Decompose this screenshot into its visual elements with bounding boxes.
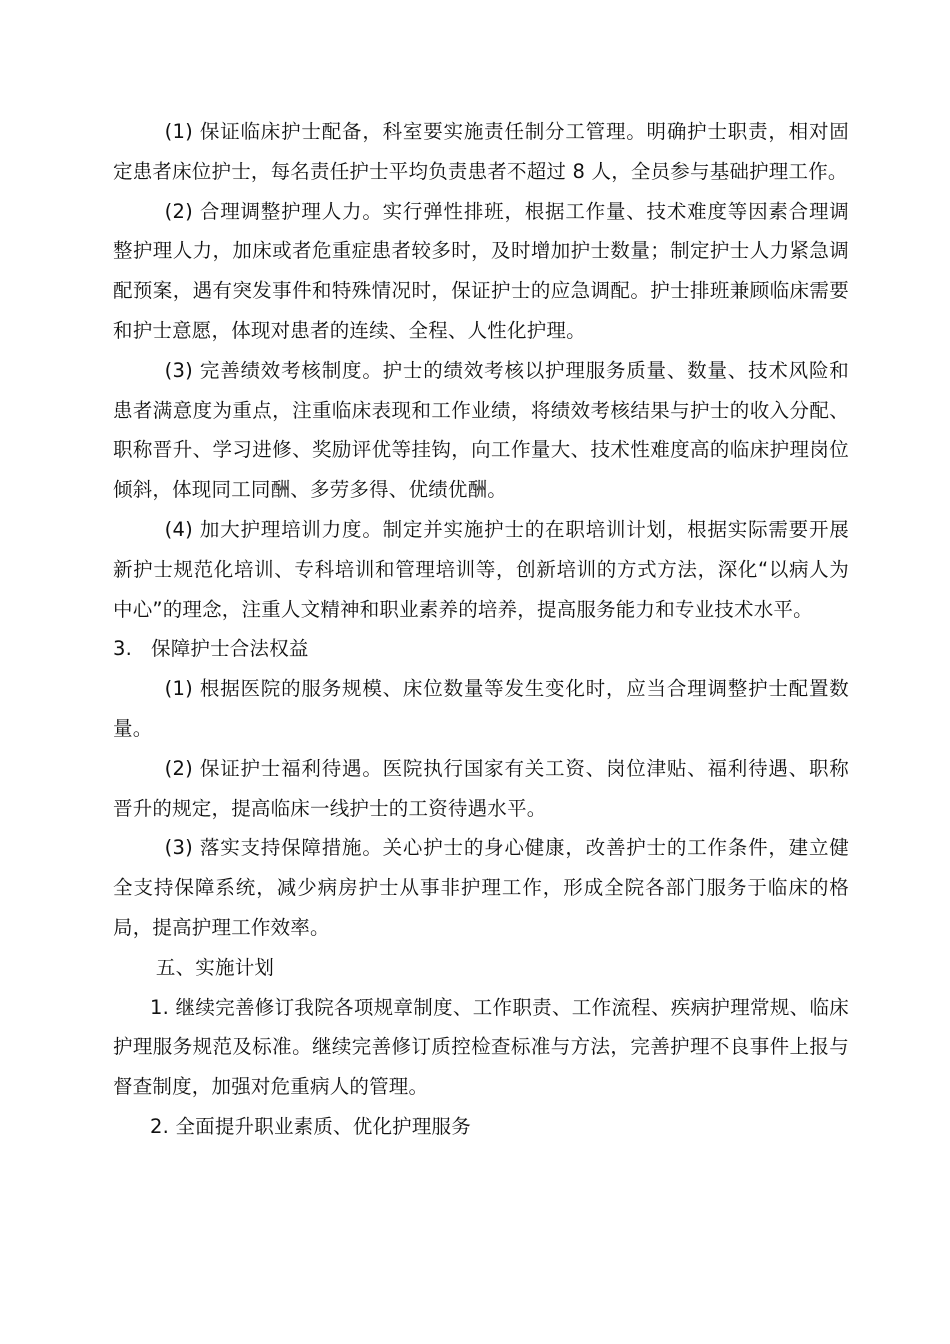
paragraph-staffing: (1) 保证临床护士配备，科室要实施责任制分工管理。明确护士职责，相对固定患者床位护士，每名责任护士平均负责患者不超过 8 人，全员参与基础护理工作。 xyxy=(113,120,849,183)
paragraph-staff-count: (1) 根据医院的服务规模、床位数量等发生变化时，应当合理调整护士配置数量。 xyxy=(113,677,849,740)
section-heading-rights xyxy=(113,629,849,669)
section-number: 3. xyxy=(113,637,133,661)
paragraph-plan-1: 1. 继续完善修订我院各项规章制度、工作职责、工作流程、疾病护理常规、临床护理服务规范及标准。继续完善修订质控检查标准与方法，完善护理不良事件上报与督查制度，加强对危重病人的管理。 xyxy=(113,995,849,1099)
paragraph-training: (4) 加大护理培训力度。制定并实施护士的在职培训计划，根据实际需要开展新护士规范化培训、专科培训和管理培训等，创新培训的方式方法，深化“以病人为中心”的理念，注重人文精神和职业素养的培养，提高服务能力和专业技术水平。 xyxy=(113,517,849,621)
section-title: 保障护士合法权益 xyxy=(151,637,309,661)
paragraph-performance: (3) 完善绩效考核制度。护士的绩效考核以护理服务质量、数量、技术风险和患者满意度为重点，注重临床表现和工作业绩，将绩效考核结果与护士的收入分配、职称晋升、学习进修、奖励评优等挂钩，向工作量大、技术性难度高的临床护理岗位倾斜，体现同工同酬、多劳多得、优绩优酬。 xyxy=(113,358,849,502)
paragraph-support: (3) 落实支持保障措施。关心护士的身心健康，改善护士的工作条件，建立健全支持保障系统，减少病房护士从事非护理工作，形成全院各部门服务于临床的格局，提高护理工作效率。 xyxy=(113,836,849,939)
paragraph-welfare: (2) 保证护士福利待遇。医院执行国家有关工资、岗位津贴、福利待遇、职称晋升的规定，提高临床一线护士的工资待遇水平。 xyxy=(113,756,849,820)
paragraph-plan-2: 2. 全面提升职业素质、优化护理服务 xyxy=(150,1114,471,1138)
chapter-heading-plan: 五、实施计划 xyxy=(155,955,275,979)
paragraph-manpower: (2) 合理调整护理人力。实行弹性排班，根据工作量、技术难度等因素合理调整护理人力，加床或者危重症患者较多时，及时增加护士数量；制定护士人力紧急调配预案，遇有突发事件和特殊情况时，保证护士的应急调配。护士排班兼顾临床需要和护士意愿，体现对患者的连续、全程、人性化护理。 xyxy=(113,199,849,342)
document-body xyxy=(113,112,849,1147)
